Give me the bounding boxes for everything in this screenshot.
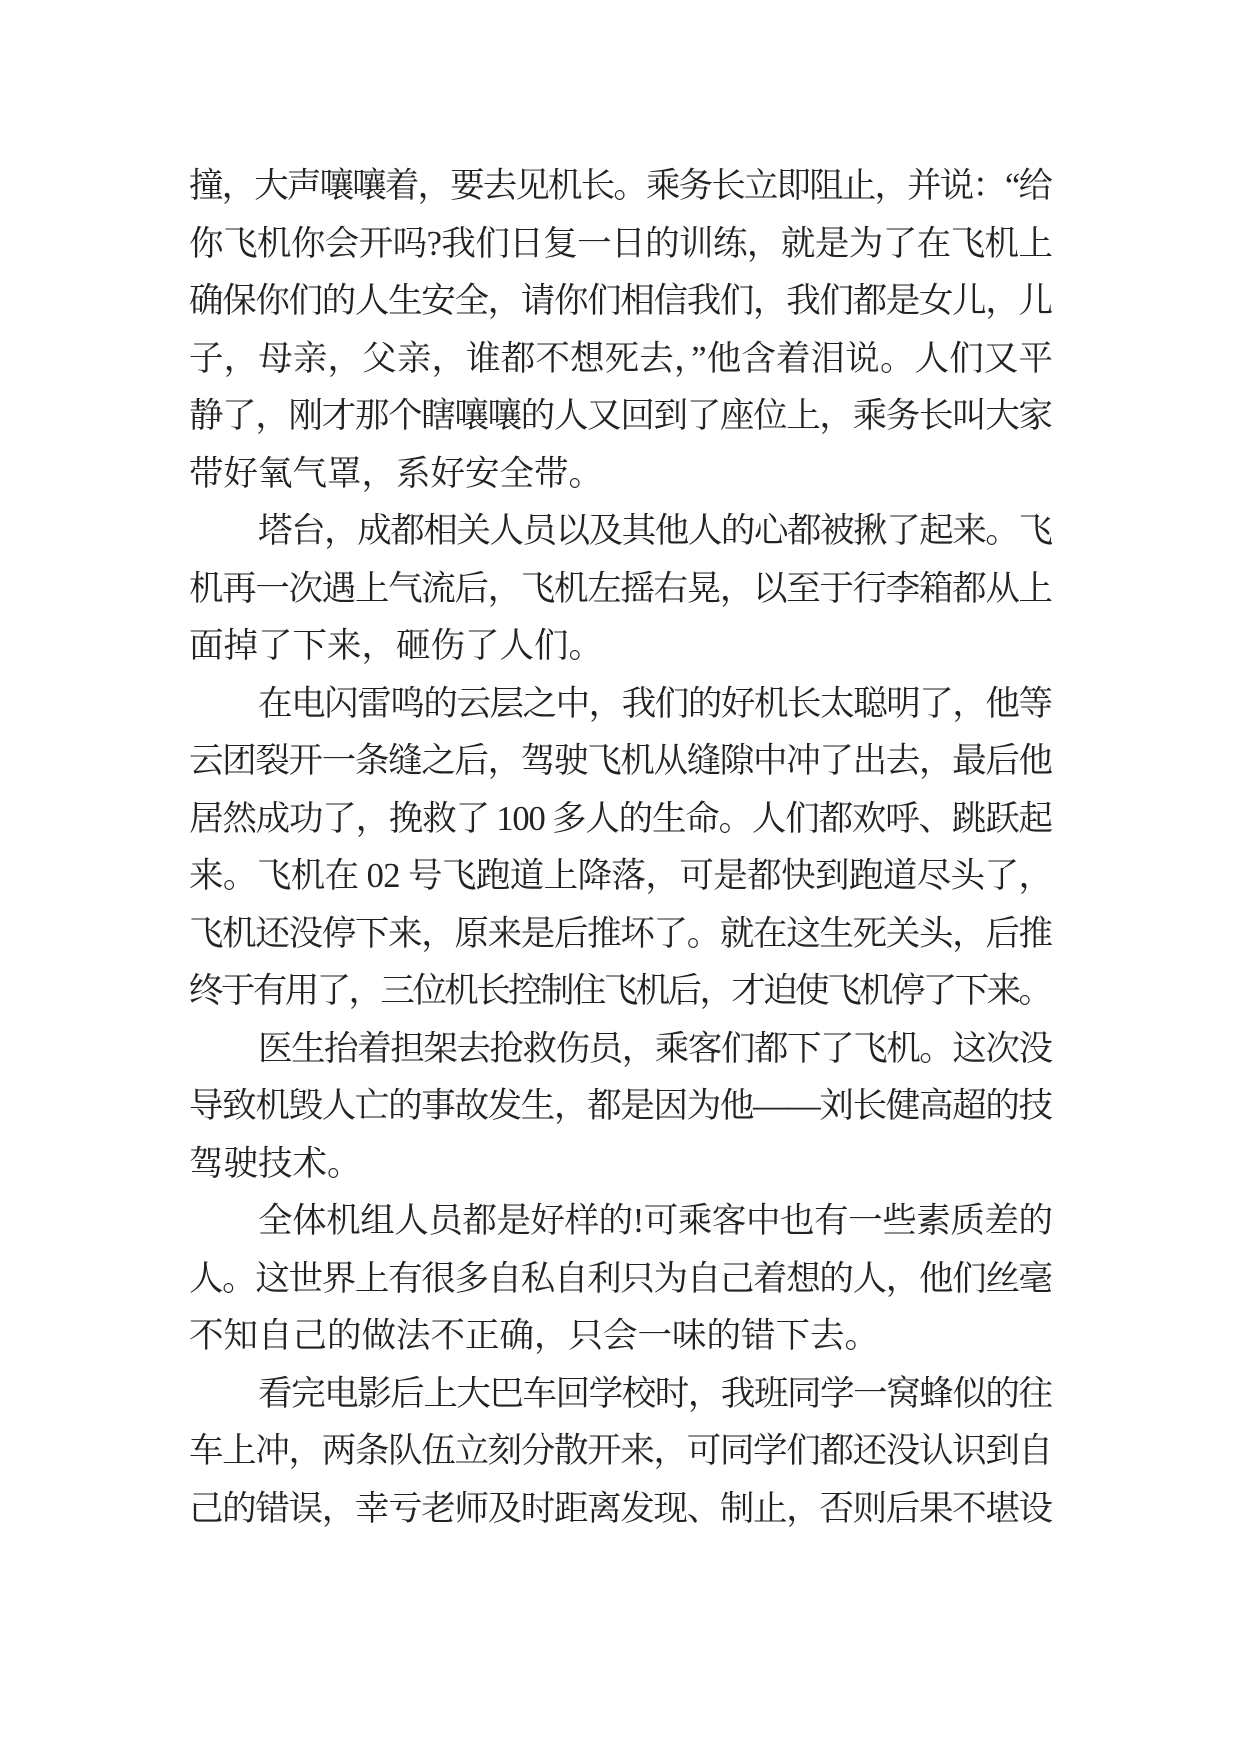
text-line: 人。这世界上有很多自私自利只为自己着想的人，他们丝毫 <box>189 1259 1052 1298</box>
text-line: 云团裂开一条缝之后，驾驶飞机从缝隙中冲了出去，最后他 <box>189 742 1052 780</box>
text-line: 飞机还没停下来，原来是后推坏了。就在这生死关头，后推 <box>189 914 1052 953</box>
text-line: 带好氧气罩，系好安全带。 <box>189 454 603 493</box>
text-line: 确保你们的人生安全，请你们相信我们，我们都是女儿，儿 <box>189 282 1052 320</box>
text-line: 不知自己的做法不正确，只会一味的错下去。 <box>189 1317 879 1355</box>
text-line: 子，母亲，父亲，谁都不想死去，”他含着泪说。人们又平 <box>189 339 1054 378</box>
text-line: 在电闪雷鸣的云层之中，我们的好机长太聪明了，他等 <box>258 684 1052 723</box>
text-line: 驾驶技术。 <box>189 1144 362 1183</box>
text-line: 机再一次遇上气流后，飞机左摇右晃，以至于行李箱都从上 <box>189 569 1052 608</box>
text-line: 撞，大声嚷嚷着，要去见机长。乘务长立即阻止，并说：“给 <box>189 167 1052 205</box>
text-line: 居然成功了，挽救了 100 多人的生命。人们都欢呼、跳跃起 <box>189 799 1052 838</box>
text-line: 面掉了下来，砸伤了人们。 <box>189 627 603 665</box>
text-line: 终于有用了，三位机长控制住飞机后，才迫使飞机停了下来。 <box>189 972 1051 1010</box>
text-line: 来。飞机在 02 号飞跑道上降落，可是都快到跑道尽头了， <box>189 857 1053 895</box>
text-line: 塔台，成都相关人员以及其他人的心都被揪了起来。飞 <box>258 512 1052 550</box>
text-line: 医生抬着担架去抢救伤员，乘客们都下了飞机。这次没 <box>258 1029 1052 1068</box>
text-line: 车上冲，两条队伍立刻分散开来，可同学们都还没认识到自 <box>189 1432 1052 1470</box>
text-line: 己的错误，幸亏老师及时距离发现、制止，否则后果不堪设 <box>189 1489 1052 1528</box>
text-line: 静了，刚才那个瞎嚷嚷的人又回到了座位上，乘务长叫大家 <box>189 397 1052 435</box>
text-line: 看完电影后上大巴车回学校时，我班同学一窝蜂似的往 <box>258 1374 1052 1413</box>
text-line: 全体机组人员都是好样的!可乘客中也有一些素质差的 <box>258 1202 1053 1240</box>
text-line: 你飞机你会开吗?我们日复一日的训练，就是为了在飞机上 <box>189 224 1053 263</box>
text-line: 导致机毁人亡的事故发生，都是因为他——刘长健高超的技 <box>189 1087 1052 1125</box>
text-block <box>189 158 1053 1538</box>
